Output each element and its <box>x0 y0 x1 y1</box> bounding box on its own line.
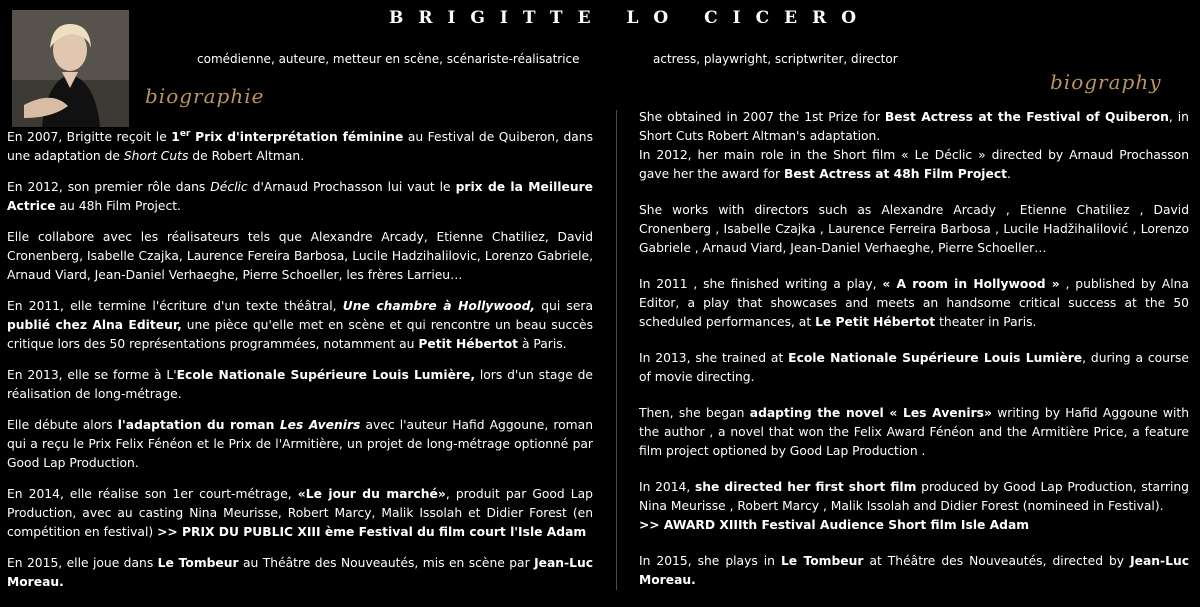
fr-p1-text-c: au Festival de Quiberon, dans une adaptation de <box>7 130 593 163</box>
en-p3-text-c: theater in Paris. <box>935 315 1037 329</box>
en-p1-bold-2: Best Actress at 48h Film Project <box>784 167 1007 181</box>
fr-paragraph-4 <box>7 297 593 354</box>
en-p3-text-b: , published by Alna Editor, a play that showcases and meets an handsome critical success at the 50 scheduled performances, at <box>639 277 1189 329</box>
fr-p2-text-c: au 48h Film Project. <box>55 199 181 213</box>
fr-p7-bold-2: >> PRIX DU PUBLIC XIII ème Festival du film court l'Isle Adam <box>157 525 587 539</box>
en-p3-text-a: In 2011 , she finished writing a play, <box>639 277 883 291</box>
en-paragraph-7 <box>639 552 1189 590</box>
heading-biography: biography <box>1050 70 1162 94</box>
en-paragraph-5 <box>639 404 1189 461</box>
heading-biographie: biographie <box>145 84 265 108</box>
fr-p4-text-d: à Paris. <box>518 337 567 351</box>
fr-p1-italic: Short Cuts <box>123 149 189 163</box>
fr-p2-italic: Déclic <box>210 180 248 194</box>
fr-p8-bold-2: Jean-Luc Moreau. <box>7 556 594 589</box>
en-p1-text-d: . <box>1007 167 1011 181</box>
fr-p2-bold: prix de la Meilleure Actrice <box>7 180 593 213</box>
fr-p8-text-a: En 2015, elle joue dans <box>7 556 158 570</box>
subtitle-en: actress, playwright, scriptwriter, director <box>653 52 898 66</box>
en-p6-bold-1: she directed her first short film <box>694 480 917 494</box>
fr-paragraph-1 <box>7 128 593 166</box>
fr-p7-text-b: , produit par Good Lap Production, avec au casting Nina Meurisse, Robert Marcy, Malik Issolah et Didier Forest (en compétition en festival) <box>7 487 593 539</box>
fr-p6-text-a: Elle débute alors <box>7 418 118 432</box>
fr-p1-text-d: de Robert Altman. <box>188 149 305 163</box>
fr-p6-text-b: avec l'auteur Hafid Aggoune, roman qui a reçu le Prix Felix Fénéon et le Prix de l'Armitière, un projet de long-métrage optionné par Good Lap Production. <box>7 418 593 470</box>
fr-p6-bold: l'adaptation du roman <box>117 418 280 432</box>
fr-p1-bold-prize: Prix d'interprétation féminine <box>190 130 404 144</box>
en-p5-text-b: writing by Hafid Aggoune with the author , a novel that won the Felix Award Fénéon and the Armitière Price, a feature film project optioned by Good Lap Production . <box>639 406 1190 458</box>
fr-p4-bold-italic: Une chambre à Hollywood, <box>342 299 536 313</box>
en-p1-bold-1: Best Actress at the Festival of Quiberon <box>884 110 1169 124</box>
en-paragraph-6 <box>639 478 1189 535</box>
en-p7-bold-2: Jean-Luc Moreau. <box>639 554 1190 587</box>
en-p7-text-b: at Théâtre des Nouveautés, directed by <box>863 554 1131 568</box>
en-paragraph-3 <box>639 275 1189 332</box>
en-p5-text-a: Then, she began <box>639 406 750 420</box>
fr-paragraph-7 <box>7 485 593 542</box>
subtitle-fr: comédienne, auteure, metteur en scène, scénariste-réalisatrice <box>197 52 580 66</box>
fr-p1-text-a: En 2007, Brigitte reçoit le <box>7 130 172 144</box>
en-p6-text-a: In 2014, <box>639 480 695 494</box>
fr-p5-text-b: lors d'un stage de réalisation de long-métrage. <box>7 368 593 401</box>
en-p3-bold-2: Le Petit Hébertot <box>815 315 936 329</box>
en-p4-bold: Ecole Nationale Supérieure Louis Lumière <box>788 351 1083 365</box>
fr-p2-text-b: d'Arnaud Prochasson lui vaut le <box>247 180 456 194</box>
en-paragraph-2: She works with directors such as Alexandre Arcady , Etienne Chatiliez , David Cronenberg , Isabelle Czajka , Laurence Ferreira Barbosa , Lucile Hadžihalilović , Lorenzo Gabriele , Arnaud Viard, Jean-Daniel Verhaeghe, Pierre Schoeller… <box>639 203 1189 255</box>
column-divider <box>616 110 617 590</box>
en-paragraph-1 <box>639 108 1189 184</box>
en-p1-text-c: In 2012, her main role in the Short film « Le Déclic » directed by Arnaud Prochasson gave her the award for <box>639 148 1189 181</box>
fr-p4-bold-2: Petit Hébertot <box>418 337 519 351</box>
fr-p8-text-b: au Théâtre des Nouveautés, mis en scène par <box>238 556 535 570</box>
french-biography <box>7 128 593 604</box>
en-p7-bold-1: Le Tombeur <box>780 554 864 568</box>
fr-paragraph-5 <box>7 366 593 404</box>
fr-p7-bold-1: «Le jour du marché» <box>297 487 446 501</box>
en-p1-text-b: , in Short Cuts Robert Altman's adaptation. <box>639 110 1189 143</box>
english-biography <box>639 108 1189 607</box>
en-paragraph-4 <box>639 349 1189 387</box>
fr-paragraph-2 <box>7 178 593 216</box>
fr-p4-text-a: En 2011, elle termine l'écriture d'un texte théâtral, <box>7 299 343 313</box>
fr-p4-bold-1: publié chez Alna Editeur, <box>7 318 182 332</box>
fr-paragraph-3: Elle collabore avec les réalisateurs tels que Alexandre Arcady, Etienne Chatiliez, David Cronenberg, Isabelle Czajka, Laurence Fereira Barbosa, Lucile Hadzihalilovic, Lorenzo Gabriele, Arnaud Viard, Jean-Daniel Verhaeghe, Pierre Schoeller, les frères Larrieu… <box>7 230 593 282</box>
en-p4-text-b: , during a course of movie directing. <box>639 351 1189 384</box>
fr-p5-bold: Ecole Nationale Supérieure Louis Lumière, <box>176 368 476 382</box>
fr-p2-text-a: En 2012, son premier rôle dans <box>7 180 211 194</box>
fr-p8-bold-1: Le Tombeur <box>157 556 239 570</box>
portrait-image <box>12 10 129 127</box>
fr-p7-text-a: En 2014, elle réalise son 1er court-métrage, <box>7 487 298 501</box>
en-p6-text-b: produced by Good Lap Production, starring Nina Meurisse , Robert Marcy , Malik Issolah and Didier Forest (nomineed in Festival). <box>639 480 1189 513</box>
en-p7-text-a: In 2015, she plays in <box>639 554 781 568</box>
fr-p4-text-b: qui sera <box>535 299 593 313</box>
fr-p4-text-c: une pièce qu'elle met en scène et qui rencontre un beau succès critique lors des 50 représentations programmées, notamment au <box>7 318 593 351</box>
en-p1-text-a: She obtained in 2007 the 1st Prize for <box>639 110 885 124</box>
en-p4-text-a: In 2013, she trained at <box>639 351 789 365</box>
en-p6-bold-2: >> AWARD XIIIth Festival Audience Short film Isle Adam <box>639 518 1030 532</box>
fr-paragraph-8 <box>7 554 593 592</box>
fr-p6-italic: Les Avenirs <box>279 418 361 432</box>
fr-p1-bold-number: 1 <box>171 130 180 144</box>
fr-p5-text-a: En 2013, elle se forme à L' <box>7 368 177 382</box>
page-title: BRIGITTE LO CICERO <box>388 8 872 28</box>
fr-paragraph-6 <box>7 416 593 473</box>
fr-p1-sup: er <box>179 128 191 139</box>
en-p3-bold-1: « A room in Hollywood » <box>882 277 1060 291</box>
portrait-photo <box>12 10 129 127</box>
en-p5-bold: adapting the novel « Les Avenirs» <box>749 406 992 420</box>
